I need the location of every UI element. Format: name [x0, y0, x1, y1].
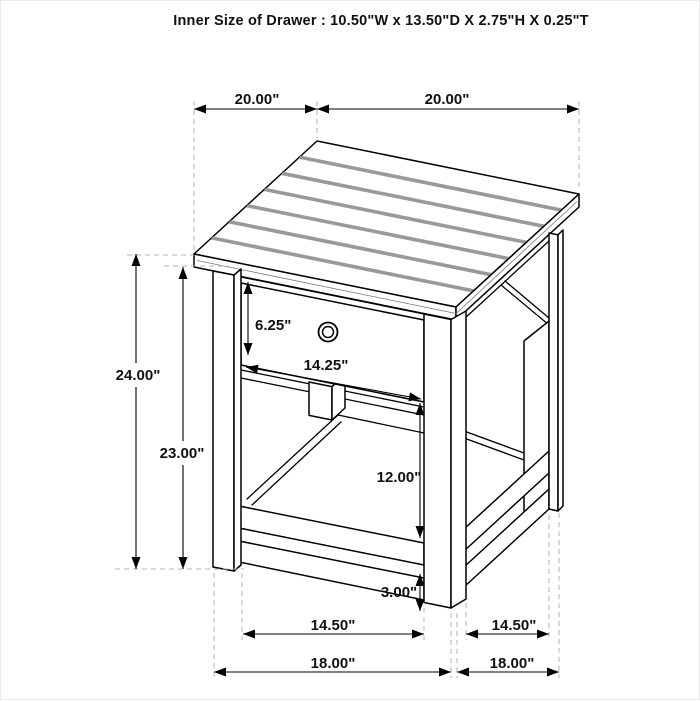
dim-floor-to-shelf: 3.00" — [380, 584, 418, 601]
diagram-title: Inner Size of Drawer : 10.50"W x 13.50"D X 2.75"H X 0.25"T — [173, 13, 589, 29]
dim-drawer-height: 6.25" — [255, 317, 292, 334]
dim-bottom-inner-depth: 14.50" — [491, 617, 537, 634]
dim-top-right-depth: 20.00" — [424, 91, 470, 108]
back-left-leg — [213, 269, 241, 571]
table-top-surface — [194, 141, 579, 307]
diagram-canvas — [1, 1, 700, 701]
dim-drawer-to-shelf: 12.00" — [376, 469, 422, 486]
drawer-center-support — [309, 382, 332, 420]
drawer-ring-pull-icon — [319, 323, 338, 342]
dim-bottom-inner-width: 14.50" — [310, 617, 356, 634]
shelf-back-edge — [338, 415, 424, 433]
dim-drawer-width: 14.25" — [303, 357, 349, 374]
front-leg — [424, 311, 466, 608]
dim-top-left-width: 20.00" — [234, 91, 280, 108]
shelf-side-edge — [247, 415, 338, 499]
dim-bottom-outer-depth: 18.00" — [489, 655, 535, 672]
dim-overall-height: 24.00" — [115, 367, 161, 384]
right-leg — [549, 230, 563, 511]
dim-under-top-height: 23.00" — [159, 445, 205, 462]
dim-bottom-outer-width: 18.00" — [310, 655, 356, 672]
